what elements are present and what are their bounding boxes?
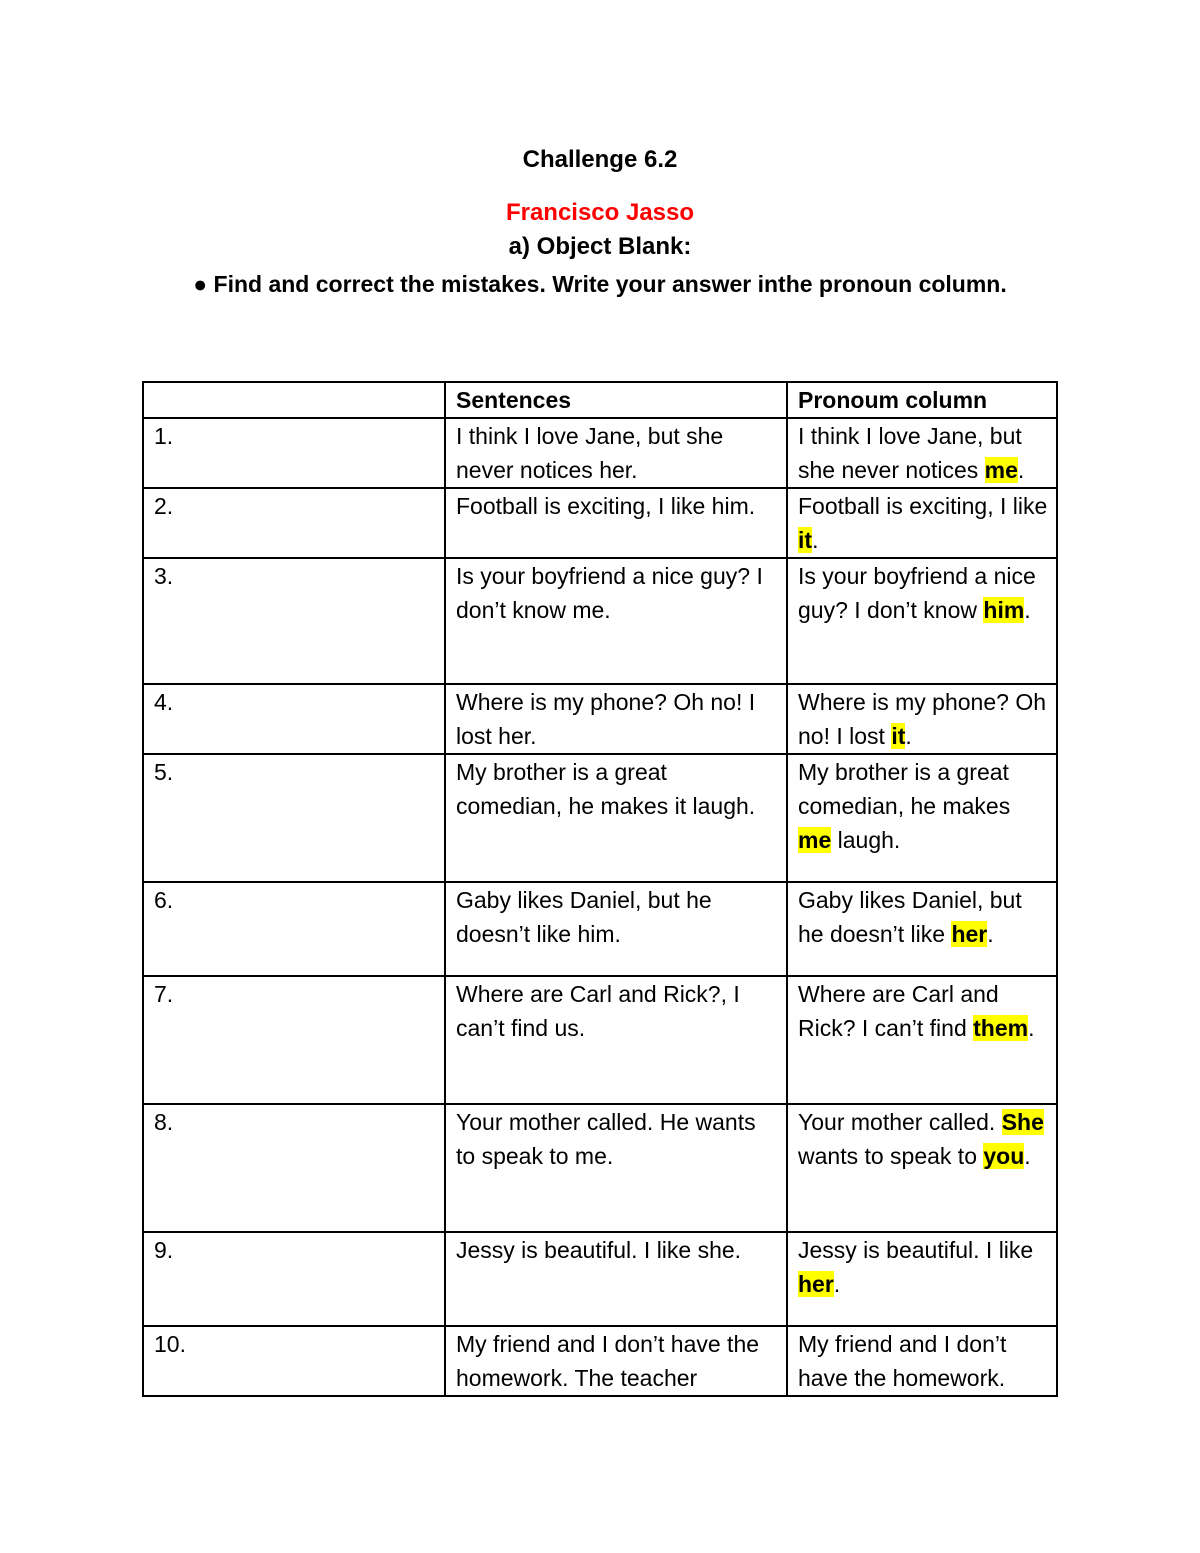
answer-text: . [905,723,912,749]
pronoun-answer-cell [787,882,1057,976]
row-number: 8. [143,1104,445,1232]
instruction-text: ● Find and correct the mistakes. Write your answer inthe pronoun column. [193,271,1007,297]
table-row [143,1232,1057,1326]
page-title: Challenge 6.2 [522,146,678,173]
pronoun-answer-cell [787,684,1057,754]
sentence-cell: My friend and I don’t have the homework. The teacher [445,1326,787,1396]
pronoun-answer-cell [787,754,1057,882]
answer-text: My brother is a great comedian, he makes [798,759,1011,819]
answer-text: . [812,527,819,553]
table-row [143,488,1057,558]
pronoun-answer-cell [787,1326,1057,1396]
answer-text: Gaby likes Daniel, but he doesn’t like [798,887,1022,947]
author-name: Francisco Jasso [505,199,695,226]
table-row [143,1326,1057,1396]
highlighted-pronoun: me [984,457,1018,483]
answer-text: My friend and I don’t have the homework. [798,1331,1007,1391]
row-number: 1. [143,418,445,488]
table-row [143,882,1057,976]
header-pronoun-column: Pronoum column [787,382,1057,418]
sentence-cell: Is your boyfriend a nice guy? I don’t know me. [445,558,787,684]
pronoun-answer-cell [787,1104,1057,1232]
highlighted-pronoun: them [973,1015,1029,1041]
pronoun-answer-cell [787,1232,1057,1326]
sentence-cell: Football is exciting, I like him. [445,488,787,558]
header-number [143,382,445,418]
highlighted-pronoun: her [951,921,988,947]
pronoun-answer-cell [787,418,1057,488]
row-number: 10. [143,1326,445,1396]
highlighted-pronoun: She [1001,1109,1044,1135]
answer-text: I think I love Jane, but she never notices [798,423,1022,483]
sentence-cell: Jessy is beautiful. I like she. [445,1232,787,1326]
row-number: 4. [143,684,445,754]
answer-text: . [1024,597,1031,623]
answer-text: Is your boyfriend a nice guy? I don’t know [798,563,1036,623]
table-header-row [143,382,1057,418]
answer-text: Where is my phone? Oh no! I lost [798,689,1047,749]
answer-text: Where are Carl and Rick? I can’t find [798,981,999,1041]
highlighted-pronoun: him [983,597,1025,623]
sentence-cell: Your mother called. He wants to speak to me. [445,1104,787,1232]
table-row [143,418,1057,488]
answer-text: . [833,1271,841,1297]
sentence-cell: Where are Carl and Rick?, I can’t find us. [445,976,787,1104]
row-number: 2. [143,488,445,558]
answer-text: . [987,921,994,947]
row-number: 3. [143,558,445,684]
highlighted-pronoun: it [891,723,906,749]
exercise-table [142,381,1058,1397]
answer-text: Football is exciting, I like [798,493,1048,519]
answer-text: . [1017,457,1025,483]
table-row [143,976,1057,1104]
table-row [143,684,1057,754]
header-sentences: Sentences [445,382,787,418]
table-row [143,1104,1057,1232]
sentence-cell: I think I love Jane, but she never notices her. [445,418,787,488]
highlighted-pronoun: me [798,827,832,853]
highlighted-pronoun: her [798,1271,834,1297]
highlighted-pronoun: you [983,1143,1025,1169]
highlighted-pronoun: it [798,527,813,553]
answer-text: Jessy is beautiful. I like [798,1237,1034,1263]
pronoun-answer-cell [787,558,1057,684]
answer-text: wants to speak to [798,1143,984,1169]
row-number: 6. [143,882,445,976]
sentence-cell: Gaby likes Daniel, but he doesn’t like him. [445,882,787,976]
section-heading: a) Object Blank: [508,233,692,260]
row-number: 5. [143,754,445,882]
answer-text: Your mother called. [798,1109,1002,1135]
answer-text: laugh. [831,827,901,853]
row-number: 9. [143,1232,445,1326]
table-row [143,754,1057,882]
pronoun-answer-cell [787,488,1057,558]
table-row [143,558,1057,684]
answer-text: . [1028,1015,1035,1041]
row-number: 7. [143,976,445,1104]
answer-text: . [1024,1143,1031,1169]
pronoun-answer-cell [787,976,1057,1104]
sentence-cell: My brother is a great comedian, he makes it laugh. [445,754,787,882]
sentence-cell: Where is my phone? Oh no! I lost her. [445,684,787,754]
